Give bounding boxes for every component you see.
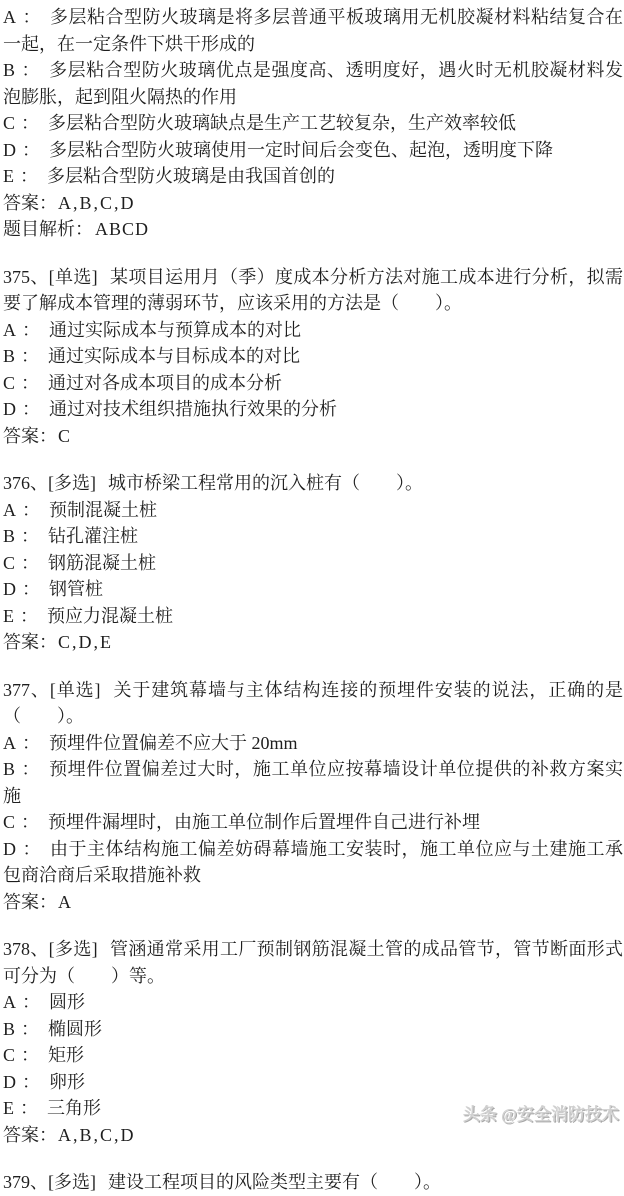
question-text: 建设工程项目的风险类型主要有（ ）。 [108, 1172, 441, 1192]
question-number: 375、 [3, 266, 49, 287]
option-label: C [3, 372, 16, 393]
question-type-tag: [单选] [48, 266, 98, 287]
answer-prefix: 答案： [3, 192, 57, 213]
option-label: E [3, 605, 14, 626]
option-colon: ： [22, 319, 40, 340]
question-stem [3, 936, 623, 989]
option-line [3, 4, 623, 57]
analysis-prefix: 题目解析： [3, 219, 93, 239]
question-block-partial [3, 4, 623, 243]
option-colon: ： [20, 166, 38, 186]
question-text: 管涵通常采用工厂预制钢筋混凝土管的成品管节，管节断面形式可分为（ ）等。 [3, 939, 624, 986]
question-stem [3, 264, 623, 317]
option-colon: ： [21, 759, 41, 779]
option-line [3, 110, 623, 137]
question-block-377 [3, 677, 623, 916]
option-text: 钻孔灌注桩 [48, 526, 139, 546]
option-label: A [3, 319, 16, 340]
option-colon: ： [22, 7, 41, 27]
option-text: 多层粘合型防火玻璃使用一定时间后会变色、起泡，透明度下降 [49, 139, 553, 160]
answer-value: C [58, 425, 73, 446]
option-colon: ： [22, 992, 40, 1012]
option-label: B [3, 346, 16, 366]
option-line [3, 809, 623, 836]
answer-line [3, 889, 623, 916]
option-colon: ： [22, 1071, 40, 1092]
question-type-tag: [单选] [49, 679, 101, 700]
question-number: 379、 [3, 1172, 48, 1192]
option-colon: ： [21, 113, 40, 133]
option-text: 通过实际成本与目标成本的对比 [48, 346, 301, 366]
option-text: 预埋件漏埋时，由施工单位制作后置埋件自己进行补埋 [48, 812, 481, 832]
option-line [3, 1042, 623, 1069]
option-line [3, 603, 623, 630]
toutiao-watermark: 头条 @安全消防技术 [462, 1105, 619, 1124]
question-stem [3, 470, 623, 497]
option-label: D [3, 838, 16, 859]
option-text: 钢筋混凝土桩 [48, 552, 157, 573]
option-line [3, 137, 623, 164]
option-label: C [3, 1045, 16, 1065]
option-text: 圆形 [49, 992, 85, 1012]
option-colon: ： [21, 552, 40, 573]
option-colon: ： [21, 812, 40, 832]
option-colon: ： [21, 526, 40, 546]
option-label: D [3, 139, 16, 160]
option-text: 多层粘合型防火玻璃优点是强度高、透明度好，遇火时无机胶凝材料发泡膨胀，起到阻火隔热的作用 [3, 60, 623, 107]
option-line [3, 497, 623, 524]
question-type-tag: [多选] [48, 939, 98, 959]
answer-prefix: 答案： [3, 632, 57, 652]
option-text: 多层粘合型防火玻璃是将多层普通平板玻璃用无机胶凝材料粘结复合在一起，在一定条件下烘干形成的 [3, 7, 623, 54]
option-line [3, 523, 623, 550]
option-text: 通过实际成本与预算成本的对比 [49, 319, 301, 340]
question-number: 377、 [3, 679, 50, 700]
option-colon: ： [22, 838, 41, 859]
option-label: B [3, 526, 16, 546]
question-stem [3, 677, 623, 730]
answer-prefix: 答案： [3, 1124, 57, 1145]
answer-line [3, 190, 623, 217]
option-text: 矩形 [48, 1045, 85, 1065]
option-colon: ： [22, 579, 40, 599]
option-text: 通过对各成本项目的成本分析 [48, 372, 283, 393]
option-label: C [3, 113, 16, 133]
analysis-line [3, 216, 623, 243]
option-text: 通过对技术组织措施执行效果的分析 [49, 399, 337, 419]
option-text: 钢管桩 [49, 579, 103, 599]
question-text: 城市桥梁工程常用的沉入桩有（ ）。 [108, 473, 423, 493]
option-colon: ： [20, 605, 38, 626]
answer-value: A,B,C,D [58, 1124, 136, 1145]
option-text: 多层粘合型防火玻璃是由我国首创的 [47, 166, 335, 186]
answer-prefix: 答案： [3, 425, 57, 446]
option-text: 预埋件位置偏差过大时，施工单位应按幕墙设计单位提供的补救方案实施 [3, 759, 623, 806]
option-colon: ： [21, 346, 40, 366]
option-colon: ： [22, 139, 40, 160]
option-label: D [3, 399, 16, 419]
option-line [3, 756, 623, 809]
answer-prefix: 答案： [3, 891, 57, 912]
question-text: 关于建筑幕墙与主体结构连接的预埋件安装的说法，正确的是（ ）。 [3, 679, 623, 726]
option-colon: ： [21, 372, 40, 393]
answer-value: A,B,C,D [58, 192, 136, 213]
question-type-tag: [多选] [48, 473, 96, 493]
option-text: 预埋件位置偏差不应大于 20mm [49, 732, 298, 753]
option-line [3, 836, 623, 889]
answer-value: A [58, 891, 73, 912]
answer-line [3, 629, 623, 656]
question-block-376 [3, 470, 623, 656]
question-block-375 [3, 264, 623, 450]
option-line [3, 1069, 623, 1096]
option-colon: ： [22, 399, 40, 419]
question-block-379 [3, 1169, 623, 1196]
question-stem [3, 1169, 623, 1196]
option-label: C [3, 552, 16, 573]
question-text: 某项目运用月（季）度成本分析方法对施工成本进行分析，拟需要了解成本管理的薄弱环节，应该采用的方法是（ ）。 [3, 266, 624, 313]
option-line [3, 576, 623, 603]
option-label: C [3, 812, 16, 832]
option-line [3, 343, 623, 370]
option-text: 由于主体结构施工偏差妨碍幕墙施工安装时，施工单位应与土建施工承包商洽商后采取措施补救 [3, 838, 623, 885]
answer-line [3, 423, 623, 450]
option-line [3, 163, 623, 190]
question-number: 376、 [3, 473, 48, 493]
option-text: 预制混凝土桩 [49, 499, 157, 520]
option-label: B [3, 759, 16, 779]
option-label: A [3, 992, 16, 1012]
option-label: B [3, 60, 16, 80]
option-colon: ： [21, 1018, 40, 1039]
option-line [3, 317, 623, 344]
option-text: 多层粘合型防火玻璃缺点是生产工艺较复杂，生产效率较低 [48, 113, 517, 133]
option-colon: ： [22, 732, 40, 753]
option-label: A [3, 499, 16, 520]
option-label: A [3, 7, 16, 27]
option-colon: ： [21, 1045, 40, 1065]
option-label: D [3, 1071, 16, 1092]
option-colon: ： [21, 60, 41, 80]
answer-value: C,D,E [58, 632, 113, 652]
option-label: B [3, 1018, 16, 1039]
option-colon: ： [22, 499, 40, 520]
option-label: E [3, 166, 14, 186]
option-label: E [3, 1098, 14, 1118]
option-text: 预应力混凝土桩 [47, 605, 173, 626]
question-number: 378、 [3, 939, 49, 959]
option-line [3, 550, 623, 577]
question-type-tag: [多选] [48, 1172, 96, 1192]
option-text: 三角形 [47, 1098, 101, 1118]
analysis-value: ABCD [95, 219, 150, 239]
option-text: 椭圆形 [48, 1018, 103, 1039]
option-line [3, 989, 623, 1016]
option-line [3, 730, 623, 757]
option-line [3, 396, 623, 423]
option-label: D [3, 579, 16, 599]
option-line [3, 57, 623, 110]
option-colon: ： [20, 1098, 38, 1118]
option-label: A [3, 732, 16, 753]
option-line [3, 370, 623, 397]
answer-line [3, 1122, 623, 1149]
option-text: 卵形 [49, 1071, 85, 1092]
option-line [3, 1016, 623, 1043]
